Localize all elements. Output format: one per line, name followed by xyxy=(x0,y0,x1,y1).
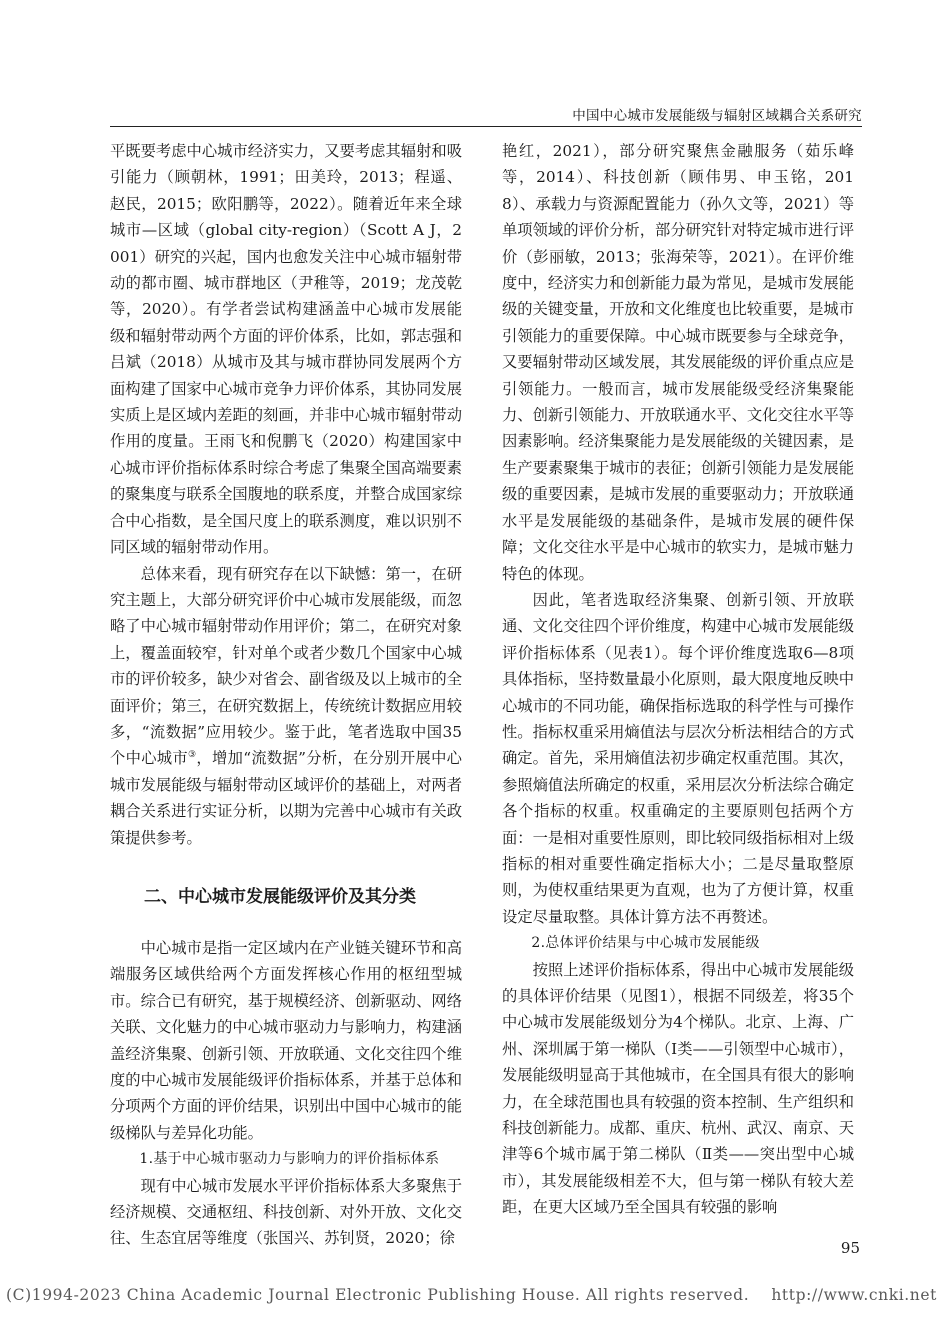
header-rule xyxy=(110,126,862,127)
left-column xyxy=(110,138,462,1252)
footer xyxy=(6,1286,937,1304)
right-paragraph-3: 按照上述评价指标体系，得出中心城市发展能级的具体评价结果（见图1），根据不同级差，将35个中心城市发展能级划分为4个梯队。北京、上海、广州、深圳属于第一梯队（Ⅰ类——引领型中心城市），发展能级明显高于其他城市，在全国具有很大的影响力，在全球范围也具有较强的资本控制、生产组织和科技创新能力。成都、重庆、杭州、武汉、南京、天津等6个城市属于第二梯队（Ⅱ类——突出型中心城市），其发展能级相差不大，但与第一梯队有较大差距，在更大区域乃至全国具有较强的影响 xyxy=(502,960,854,1217)
right-paragraph-2: 因此，笔者选取经济集聚、创新引领、开放联通、文化交往四个评价维度，构建中心城市发展能级评价指标体系（见表1）。每个评价维度选取6—8项具体指标，坚持数量最小化原则，最大限度地反映中心城市的不同功能，确保指标选取的科学性与可操作性。指标权重采用熵值法与层次分析法相结合的方式确定。首先，采用熵值法初步确定权重范围。其次，参照熵值法所确定的权重，采用层次分析法综合确定各个指标的权重。权重确定的主要原则包括两个方面：一是相对重要性原则，即比较同级指标相对上级指标的相对重要性确定指标大小；二是尽量取整原则，为使权重结果更为直观，也为了方便计算，权重设定尽量取整。具体计算方法不再赘述。 xyxy=(502,590,854,926)
left-paragraph-2-text-b: ，增加“流数据”分析，在分别开展中心城市发展能级与辐射带动区域评价的基础上，对两者耦合关系进行实证分析，以期为完善中心城市有关政策提供参考。 xyxy=(110,749,462,847)
subsection-heading-2: 2.总体评价结果与中心城市发展能级 xyxy=(531,935,760,952)
left-paragraph-2-text-a: 总体来看，现有研究存在以下缺憾：第一，在研究主题上，大部分研究评价中心城市发展能级，而忽略了中心城市辐射带动作用评价；第二，在研究对象上，覆盖面较窄，针对单个或者少数几个国家中心城市的评价较多，缺少对省会、副省级及以上城市的全面评价；第三，在研究数据上，传统统计数据应用较多，“流数据”应用较少。鉴于此，笔者选取中国35个中心城市 xyxy=(110,564,462,768)
right-paragraph-1: 艳红，2021），部分研究聚焦金融服务（茹乐峰等，2014）、科技创新（顾伟男、申玉铭，2018）、承载力与资源配置能力（孙久文等，2021）等单项领域的评价分析，部分研究针对特定城市进行评价（彭丽敏，2013；张海荣等，2021）。在评价维度中，经济实力和创新能力最为常见，是城市发展能级的关键变量，开放和文化维度也比较重要，是城市引领能力的重要保障。中心城市既要参与全球竞争，又要辐射带动区域发展，其发展能级的评价重点应是引领能力。一般而言，城市发展能级受经济集聚能力、创新引领能力、开放联通水平、文化交往水平等因素影响。经济集聚能力是发展能级的关键因素，是生产要素聚集于城市的表征；创新引领能力是发展能级的重要因素，是城市发展的重要驱动力；开放联通水平是发展能级的基础条件，是城市发展的硬件保障；文化交往水平是中心城市的软实力，是城市魅力特色的体现。 xyxy=(502,142,854,583)
running-header-title: 中国中心城市发展能级与辐射区域耦合关系研究 xyxy=(572,108,862,124)
subsection-heading-1: 1.基于中心城市驱动力与影响力的评价指标体系 xyxy=(139,1151,440,1168)
left-paragraph-4: 现有中心城市发展水平评价指标体系大多聚焦于经济规模、交通枢纽、科技创新、对外开放、文化交往、生态宜居等维度（张国兴、苏钊贤，2020；徐 xyxy=(110,1176,462,1248)
left-paragraph-3: 中心城市是指一定区域内在产业链关键环节和高端服务区域供给两个方面发挥核心作用的枢纽型城市。综合已有研究，基于规模经济、创新驱动、网络关联、文化魅力的中心城市驱动力与影响力，构建涵盖经济集聚、创新引领、开放联通、文化交往四个维度的中心城市发展能级评价指标体系，并基于总体和分项两个方面的评价结果，识别出中国中心城市的能级梯队与差异化功能。 xyxy=(110,938,462,1142)
left-paragraph-2 xyxy=(110,561,462,851)
section-heading: 二、中心城市发展能级评价及其分类 xyxy=(144,886,416,907)
left-paragraph-1: 平既要考虑中心城市经济实力，又要考虑其辐射和吸引能力（顾朝林，1991；田美玲，2013；程遥、赵民，2015；欧阳鹏等，2022）。随着近年来全球城市—区域（global city-region）（Scott A J，2001）研究的兴起，国内也愈发关注中心城市辐射带动的都市圈、城市群地区（尹稚等，2019；龙茂乾等，2020）。有学者尝试构建涵盖中心城市发展能级和辐射带动两个方面的评价体系，比如，郭志强和吕斌（2018）从城市及其与城市群协同发展两个方面构建了国家中心城市竞争力评价体系，其协同发展实质上是区域内差距的刻画，并非中心城市辐射带动作用的度量。王雨飞和倪鹏飞（2020）构建国家中心城市评价指标体系时综合考虑了集聚全国高端要素的聚集度与联系全国腹地的联系度，并整合成国家综合中心指数，是全国尺度上的联系测度，难以识别不同区域的辐射带动作用。 xyxy=(110,142,462,557)
page-number: 95 xyxy=(840,1239,860,1257)
right-column xyxy=(502,138,854,1221)
footnote-marker[interactable]: ③ xyxy=(188,750,197,761)
footer-url[interactable]: http://www.cnki.net xyxy=(771,1286,937,1304)
footer-copyright: (C)1994-2023 China Academic Journal Electronic Publishing House. All rights reserved. xyxy=(6,1286,750,1304)
